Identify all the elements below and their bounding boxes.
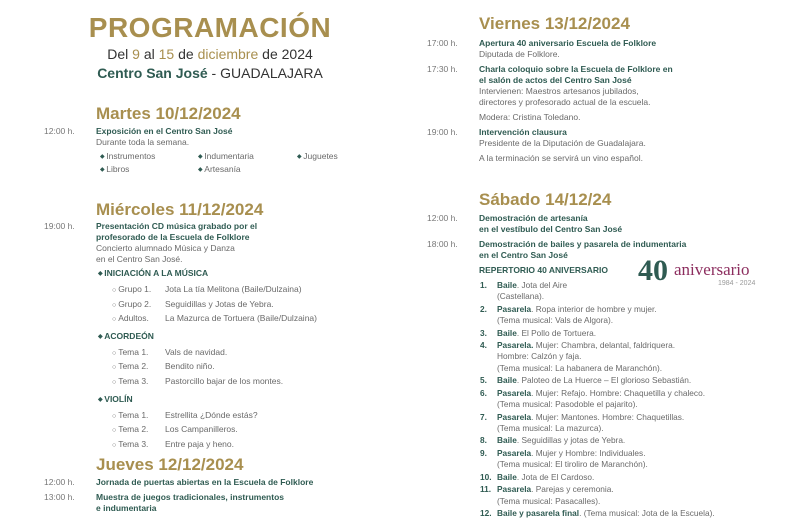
text: al xyxy=(139,46,159,62)
item-label: ○ Tema 2. xyxy=(112,360,165,375)
item-text: (Tema musical: Vals de Algora). xyxy=(497,315,614,325)
repertorio-title: REPERTORIO 40 ANIVERSARIO xyxy=(479,265,608,275)
list-item xyxy=(112,283,398,298)
item-label: ○ Grupo 2. xyxy=(112,298,165,313)
item-number: 1. xyxy=(480,280,487,290)
item-number: 2. xyxy=(480,303,487,314)
exhibit-item: ◆ Artesanía xyxy=(198,164,241,176)
list-item xyxy=(112,409,398,424)
item-title: La Mazurca de Tortuera (Baile/Dulzaina) xyxy=(165,313,317,324)
item-title: Vals de navidad. xyxy=(165,346,228,357)
event-miercoles xyxy=(96,221,257,265)
repertorio-item xyxy=(480,304,795,326)
page-title: PROGRAMACIÓN xyxy=(88,12,332,43)
item-title: Pastorcillo bajar de los montes. xyxy=(165,375,284,386)
jueves-events xyxy=(44,477,404,518)
item-number: 5. xyxy=(480,375,487,386)
start-day: 9 xyxy=(132,46,140,62)
event xyxy=(44,477,404,488)
event-title: en el vestíbulo del Centro San José xyxy=(479,224,623,234)
venue-line xyxy=(0,65,420,81)
item-line xyxy=(497,280,567,291)
item-text: . Paloteo de La Huerce – El glorioso Sebastián. xyxy=(516,375,692,386)
item-text: (Castellana). xyxy=(497,291,545,302)
event-title: Presentación CD música grabado por el xyxy=(96,221,258,231)
item-body xyxy=(497,484,614,506)
item-body xyxy=(497,340,675,374)
event-body xyxy=(479,64,673,123)
item-line xyxy=(497,472,594,483)
event-time: 12:00 h. xyxy=(427,213,458,223)
event-desc: Durante toda la semana. xyxy=(96,137,190,147)
item-number: 3. xyxy=(480,327,487,338)
item-kind: Pasarela xyxy=(497,303,532,314)
event-desc: Intervienen: Maestros artesanos jubilados, xyxy=(479,86,639,96)
event-body xyxy=(479,213,622,235)
event-title: Demostración de artesanía xyxy=(479,213,588,223)
event-time: 19:00 h. xyxy=(427,127,458,137)
list-item xyxy=(112,423,398,438)
repertorio-item xyxy=(480,435,795,446)
item-body xyxy=(497,375,691,386)
item-title: Seguidillas y Jotas de Yebra. xyxy=(165,298,274,309)
event-title: Muestra de juegos tradicionales, instrumentos xyxy=(96,492,284,502)
item-kind: Baile xyxy=(497,435,517,446)
item-text: . El Pollo de Tortuera. xyxy=(516,327,597,338)
item-body xyxy=(497,508,715,519)
repertorio-item xyxy=(480,484,795,506)
item-body xyxy=(497,435,625,446)
item-kind: Pasarela xyxy=(497,387,532,398)
section-rows xyxy=(98,346,398,390)
event-body xyxy=(479,127,646,164)
item-body xyxy=(497,448,648,470)
event-title: el salón de actos del Centro San José xyxy=(479,75,632,85)
item-title: Jota La tía Melitona (Baile/Dulzaina) xyxy=(165,284,302,294)
item-line xyxy=(497,340,675,351)
day-heading-viernes: Viernes 13/12/2024 xyxy=(479,14,630,33)
event-title: Exposición en el Centro San José xyxy=(96,126,233,136)
event-time: 12:00 h. xyxy=(44,477,75,487)
event-title: Demostración de bailes y pasarela de indumentaria xyxy=(479,239,687,249)
text: de xyxy=(174,46,198,62)
item-kind: Pasarela xyxy=(497,484,532,495)
list-item xyxy=(112,375,398,390)
event-title: Apertura 40 aniversario Escuela de Folklore xyxy=(479,38,657,48)
event-note: Modera: Cristina Toledano. xyxy=(479,112,581,122)
repertorio-item xyxy=(480,448,795,470)
item-body xyxy=(497,388,705,410)
item-line xyxy=(497,388,705,399)
item-text: . Jota de El Cardoso. xyxy=(516,471,595,482)
repertorio-item xyxy=(480,508,795,519)
repertorio-list xyxy=(480,280,795,521)
event-title: e indumentaria xyxy=(96,503,157,513)
day-heading-miercoles: Miércoles 11/12/2024 xyxy=(96,200,264,219)
item-text: Hombre: Calzón y faja. xyxy=(497,351,582,362)
item-kind: Baile xyxy=(497,375,517,386)
event-desc: Concierto alumnado Música y Danza xyxy=(96,243,235,253)
item-text: . (Tema musical: Jota de la Escuela). xyxy=(579,508,715,519)
list-item xyxy=(112,298,398,313)
repertorio-item xyxy=(480,375,795,386)
item-text: (Tema musical: La mazurca). xyxy=(497,422,604,433)
event-title: Charla coloquio sobre la Escuela de Folklore en xyxy=(479,64,673,74)
item-text: . Mujer y Hombre: Individuales. xyxy=(531,447,646,458)
venue: Centro San José xyxy=(97,65,208,81)
item-line xyxy=(497,484,614,495)
item-text: (Tema musical: El tiroliro de Maranchón). xyxy=(497,459,648,470)
item-kind: Pasarela. xyxy=(497,340,534,351)
item-number: 6. xyxy=(480,387,487,398)
item-text: . Seguidillas y jotas de Yebra. xyxy=(516,435,626,446)
event-martes xyxy=(96,126,233,148)
event xyxy=(44,492,404,514)
event-body xyxy=(96,492,284,514)
item-label: ○ Tema 3. xyxy=(112,375,165,390)
section-heading: ◆ VIOLÍN xyxy=(98,393,398,407)
item-line xyxy=(497,375,691,386)
text: Del xyxy=(107,46,133,62)
item-kind: Baile xyxy=(497,471,517,482)
item-number: 11. xyxy=(480,484,492,495)
list-item xyxy=(112,346,398,361)
text: de 2024 xyxy=(258,46,313,62)
event-desc: Diputada de Folklore. xyxy=(479,49,560,59)
item-text: . Parejas y ceremonia. xyxy=(531,484,614,495)
section-rows xyxy=(98,409,398,453)
event-desc: directores y profesorado actual de la escuela. xyxy=(479,97,651,107)
item-text: . Jota del Aire xyxy=(516,280,568,290)
item-title: Los Campanilleros. xyxy=(165,424,238,435)
event xyxy=(427,38,797,60)
item-text: (Tema musical: Pasacalles). xyxy=(497,495,601,506)
item-title: Estrellita ¿Dónde estás? xyxy=(165,409,258,420)
item-label: ○ Tema 2. xyxy=(112,423,165,438)
concert-sections xyxy=(98,267,398,452)
item-text: . Ropa interior de hombre y mujer. xyxy=(531,303,657,314)
item-title: Entre paja y heno. xyxy=(165,438,234,449)
event-desc: Presidente de la Diputación de Guadalajara. xyxy=(479,138,646,148)
section-rows xyxy=(98,283,398,327)
event-desc: en el Centro San José. xyxy=(96,254,183,264)
repertorio-item xyxy=(480,328,795,339)
list-item xyxy=(112,312,398,327)
item-label: ○ Grupo 1. xyxy=(112,283,165,298)
event xyxy=(427,213,797,235)
day-heading-martes: Martes 10/12/2024 xyxy=(96,104,241,123)
day-heading-sabado: Sábado 14/12/24 xyxy=(479,190,612,209)
repertorio-item xyxy=(480,388,795,410)
exhibit-item: ◆ Instrumentos xyxy=(100,151,155,163)
list-item xyxy=(112,360,398,375)
logo-number: 40 xyxy=(638,254,668,287)
logo-years: 1984 - 2024 xyxy=(718,280,756,287)
item-title: Bendito niño. xyxy=(165,361,215,372)
repertorio-item xyxy=(480,340,795,374)
day-heading-jueves: Jueves 12/12/2024 xyxy=(96,455,244,474)
exhibit-item: ◆ Indumentaria xyxy=(198,151,254,163)
item-kind: Pasarela xyxy=(497,411,532,422)
event-title: profesorado de la Escuela de Folklore xyxy=(96,232,250,242)
event-note: A la terminación se servirá un vino español. xyxy=(479,153,643,163)
city: - GUADALAJARA xyxy=(207,65,323,81)
event-time: 17:00 h. xyxy=(427,38,458,48)
event-time: 13:00 h. xyxy=(44,492,75,502)
item-line xyxy=(497,412,684,423)
item-line xyxy=(497,435,625,446)
item-number: 4. xyxy=(480,340,487,351)
item-line xyxy=(497,328,596,339)
item-text: (Tema musical: La habanera de Maranchón). xyxy=(497,362,663,373)
item-label: ○ Tema 1. xyxy=(112,409,165,424)
item-body xyxy=(497,328,596,339)
exhibit-item: ◆ Libros xyxy=(100,164,129,176)
item-label: ○ Tema 1. xyxy=(112,346,165,361)
item-body xyxy=(497,304,657,326)
list-item xyxy=(112,438,398,453)
item-body xyxy=(497,280,567,302)
item-text: Mujer: Chambra, delantal, faldriquera. xyxy=(533,340,676,351)
event-title: Intervención clausura xyxy=(479,127,567,137)
event-time: 19:00 h. xyxy=(44,221,75,231)
end-day: 15 xyxy=(158,46,175,62)
event-title: Jornada de puertas abiertas en la Escuela de Folklore xyxy=(96,477,314,487)
exhibit-item: ◆ Juguetes xyxy=(297,151,338,163)
item-number: 9. xyxy=(480,447,487,458)
item-text: (Tema musical: Pasodoble el pajarito). xyxy=(497,398,638,409)
event-time: 18:00 h. xyxy=(427,239,458,249)
repertorio-item xyxy=(480,412,795,434)
item-number: 8. xyxy=(480,435,487,446)
item-number: 12. xyxy=(480,508,492,519)
exhibit-list xyxy=(100,151,400,177)
item-label: ○ Adultos. xyxy=(112,312,165,327)
item-body xyxy=(497,412,684,434)
item-line xyxy=(497,448,648,459)
item-text: . Mujer: Refajo. Hombre: Chaquetilla y chaleco. xyxy=(531,387,705,398)
event-title: en el Centro San José xyxy=(479,250,568,260)
item-kind: Baile xyxy=(497,280,517,290)
event-body xyxy=(479,38,656,60)
item-body xyxy=(497,472,594,483)
logo-word: aniversario xyxy=(674,260,750,279)
section-heading: ◆ INICIACIÓN A LA MÚSICA xyxy=(98,267,398,281)
viernes-events xyxy=(427,38,797,168)
repertorio-item xyxy=(480,280,795,302)
item-text: . Mujer: Mantones. Hombre: Chaquetillas. xyxy=(531,411,685,422)
item-line xyxy=(497,508,715,519)
item-kind: Baile y pasarela final xyxy=(497,508,580,519)
section-heading: ◆ ACORDEÓN xyxy=(98,330,398,344)
month: diciembre xyxy=(197,46,259,62)
date-range xyxy=(0,46,420,62)
item-kind: Pasarela xyxy=(497,447,532,458)
event-time: 17:30 h. xyxy=(427,64,458,74)
item-number: 10. xyxy=(480,471,492,482)
event xyxy=(427,64,797,123)
item-number: 7. xyxy=(480,411,487,422)
event-time: 12:00 h. xyxy=(44,126,75,136)
item-line xyxy=(497,304,657,315)
item-kind: Baile xyxy=(497,327,517,338)
event-body xyxy=(96,477,313,488)
repertorio-item xyxy=(480,472,795,483)
event xyxy=(427,127,797,164)
item-label: ○ Tema 3. xyxy=(112,438,165,453)
